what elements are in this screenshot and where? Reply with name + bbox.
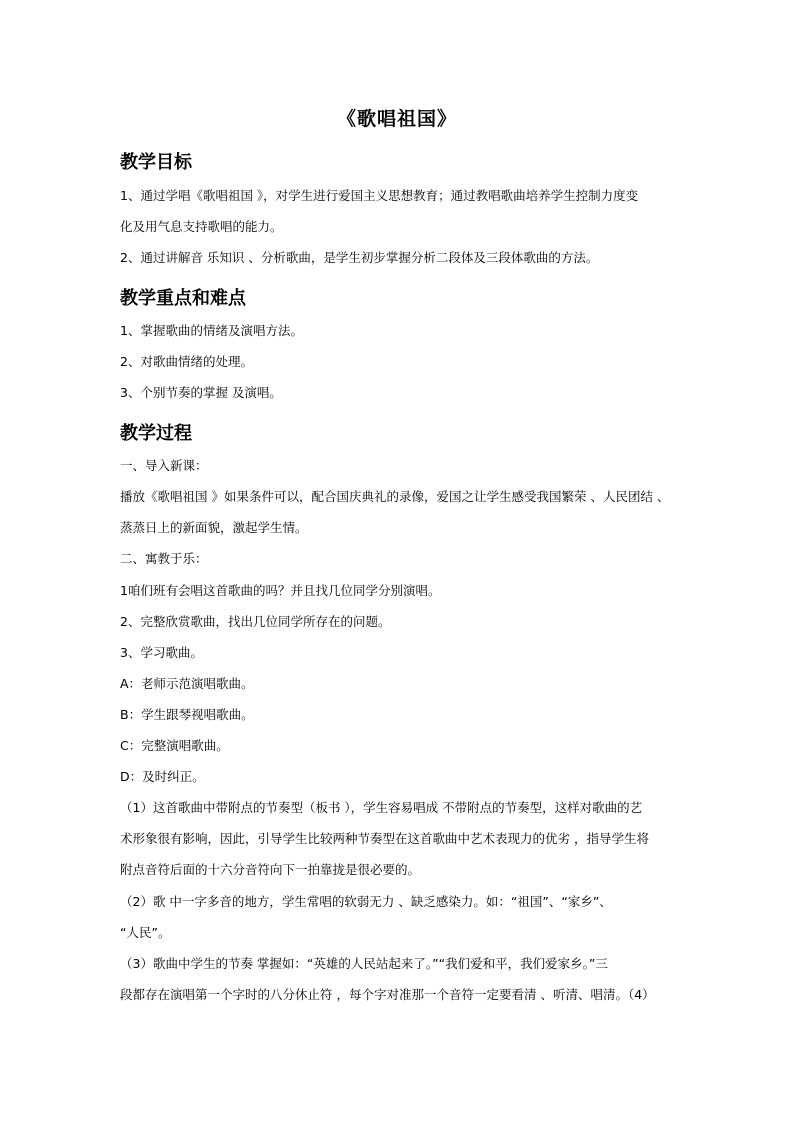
process-line-11: D：及时纠正。 [120,769,205,784]
section-heading-key-points: 教学重点和难点 [120,288,246,309]
process-line-2: 播放《歌唱祖国 》如果条件可以，配合国庆典礼的录像，爱国之让学生感受我国繁荣 、人民团结 、 [120,489,670,504]
process-line-8: A：老师示范演唱歌曲。 [120,676,254,691]
section-heading-process: 教学过程 [120,423,192,444]
key-points-line-2: 2、对歌曲情绪的处理。 [120,354,253,369]
process-line-17: （3）歌曲中学生的节奏 掌握如：“英雄的人民站起来了。”“我们爱和平，我们爱家乡。”三 [120,956,608,971]
process-line-15: （2）歌 中一字多音的地方，学生常唱的软弱无力 、缺乏感染力。如：“祖国”、“家乡”、 [120,894,612,909]
process-line-3: 蒸蒸日上的新面貌，激起学生情。 [120,520,308,535]
key-points-line-1: 1、掌握歌曲的情绪及演唱方法。 [120,323,303,338]
process-line-1: 一、导入新课： [120,458,208,473]
process-line-12: （1）这首歌曲中带附点的节奏型（板书 ），学生容易唱成 不带附点的节奏型，这样对歌曲的艺 [120,800,643,815]
process-line-4: 二、寓教于乐： [120,551,208,566]
process-line-16: “人民”。 [120,925,171,940]
process-line-10: C：完整演唱歌曲。 [120,738,229,753]
process-line-18: 段都存在演唱第一个字时的八分休止符 ，每个字对准那一个音符一定要看清 、听清、唱清。（4） [120,987,655,1002]
process-line-14: 附点音符后面的十六分音符向下一拍靠拢是很必要的。 [120,862,421,877]
process-line-5: 1咱们班有会唱这首歌曲的吗？并且找几位同学分别演唱。 [120,583,441,598]
process-line-13: 术形象很有影响，因此，引导学生比较两种节奏型在这首歌曲中艺术表现力的优劣 ，指导学生将 [120,831,649,846]
process-line-9: B：学生跟琴视唱歌曲。 [120,707,254,722]
process-line-6: 2、完整欣赏歌曲，找出几位同学所存在的问题。 [120,614,391,629]
process-line-7: 3、学习歌曲。 [120,645,203,660]
document-title: 《歌唱祖国》 [336,108,457,130]
goals-line-2: 化及用气息支持歌唱的能力。 [120,219,283,234]
goals-line-1: 1、通过学唱《歌唱祖国 》，对学生进行爱国主义思想教育；通过教唱歌曲培养学生控制力度变 [120,188,639,203]
key-points-line-3: 3、个别节奏的掌握 及演唱。 [120,385,282,400]
goals-line-3: 2、通过讲解音 乐知识 、分析歌曲，是学生初步掌握分析二段体及三段体歌曲的方法。 [120,250,599,265]
section-heading-goals: 教学目标 [120,152,192,173]
